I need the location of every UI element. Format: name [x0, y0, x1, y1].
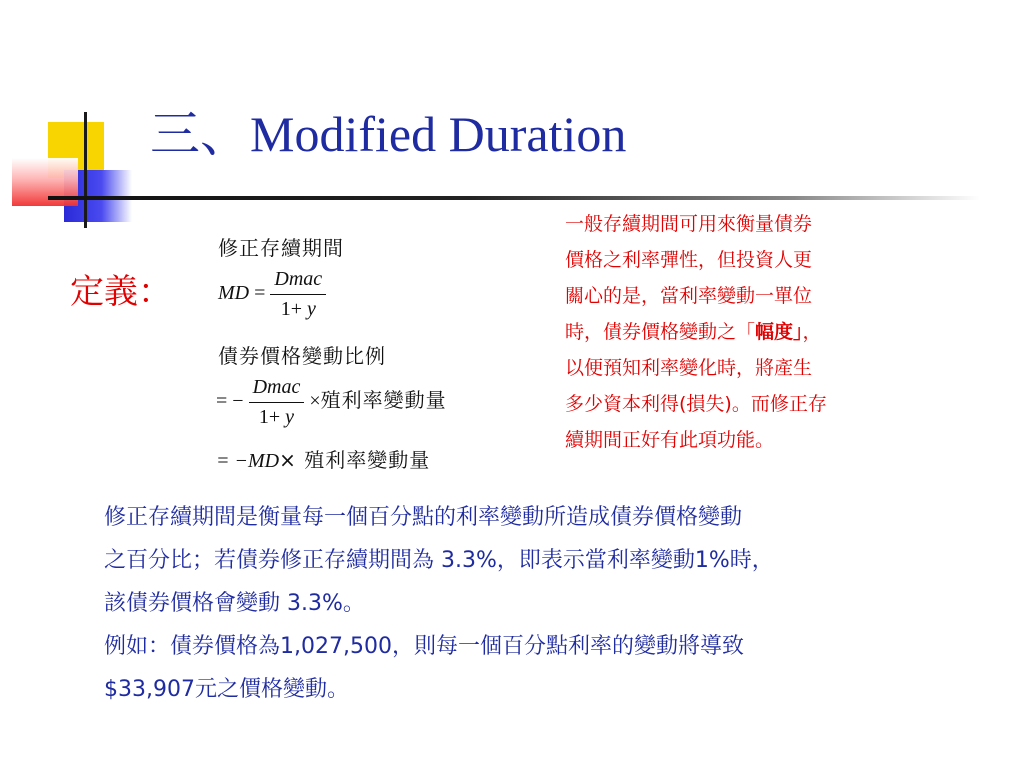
neg-md: = −MD [216, 450, 280, 472]
side-note-text: 時，債券價格變動之「 [565, 321, 756, 343]
side-note-emphasis: 幅度」 [755, 321, 803, 343]
side-note-line: 以便預知利率變化時，將產生 [565, 357, 813, 379]
equals-minus: = − [216, 390, 244, 413]
one-plus: 1+ [258, 406, 286, 428]
fraction-denominator [249, 403, 305, 429]
rate-change-text: 殖利率變動量 [320, 388, 447, 413]
md-fraction [270, 268, 326, 321]
fraction-numerator: Dmac [249, 376, 305, 403]
md-heading: 修正存續期間 [218, 236, 344, 260]
one-plus: 1+ [280, 298, 307, 320]
y-symbol: y [306, 298, 316, 320]
side-note-line: 一般存續期間可用來衡量債券 [565, 213, 813, 235]
side-note [565, 206, 945, 458]
side-note-line: 多少資本利得(損失)。而修正存 [565, 393, 827, 415]
title-underline [48, 196, 980, 200]
ratio-formula-1 [216, 376, 447, 429]
ratio-fraction [249, 376, 305, 429]
times-sign: × [309, 390, 321, 413]
side-note-line: 關心的是，當利率變動一單位 [565, 285, 813, 307]
times-rate-change: × 殖利率變動量 [279, 448, 431, 472]
price-change-ratio-heading: 債券價格變動比例 [218, 344, 386, 368]
y-symbol: y [285, 406, 295, 428]
decor-vertical-line [84, 112, 87, 228]
fraction-numerator: Dmac [270, 268, 326, 295]
body-line: 該債券價格會變動 3.3%。 [104, 591, 365, 616]
md-formula [218, 268, 326, 321]
fraction-denominator [270, 295, 326, 321]
slide-title: 三、Modified Duration [150, 106, 627, 162]
side-note-line: 價格之利率彈性，但投資人更 [565, 249, 813, 271]
side-note-line: 續期間正好有此項功能。 [565, 429, 775, 451]
equals-sign: = [254, 282, 266, 305]
body-line: 之百分比；若債券修正存續期間為 3.3%，即表示當利率變動1%時， [104, 548, 774, 573]
ratio-formula-2 [216, 444, 430, 473]
side-note-line [565, 314, 945, 350]
body-line: 修正存續期間是衡量每一個百分點的利率變動所造成債券價格變動 [104, 505, 743, 530]
side-note-text: ， [802, 321, 822, 343]
body-line: 例如：債券價格為1,027,500，則每一個百分點利率的變動將導致 [104, 634, 744, 659]
definition-label: 定義： [70, 272, 172, 312]
body-paragraph [104, 496, 964, 711]
md-symbol: MD [218, 282, 250, 305]
body-line: $33,907元之價格變動。 [104, 677, 349, 702]
